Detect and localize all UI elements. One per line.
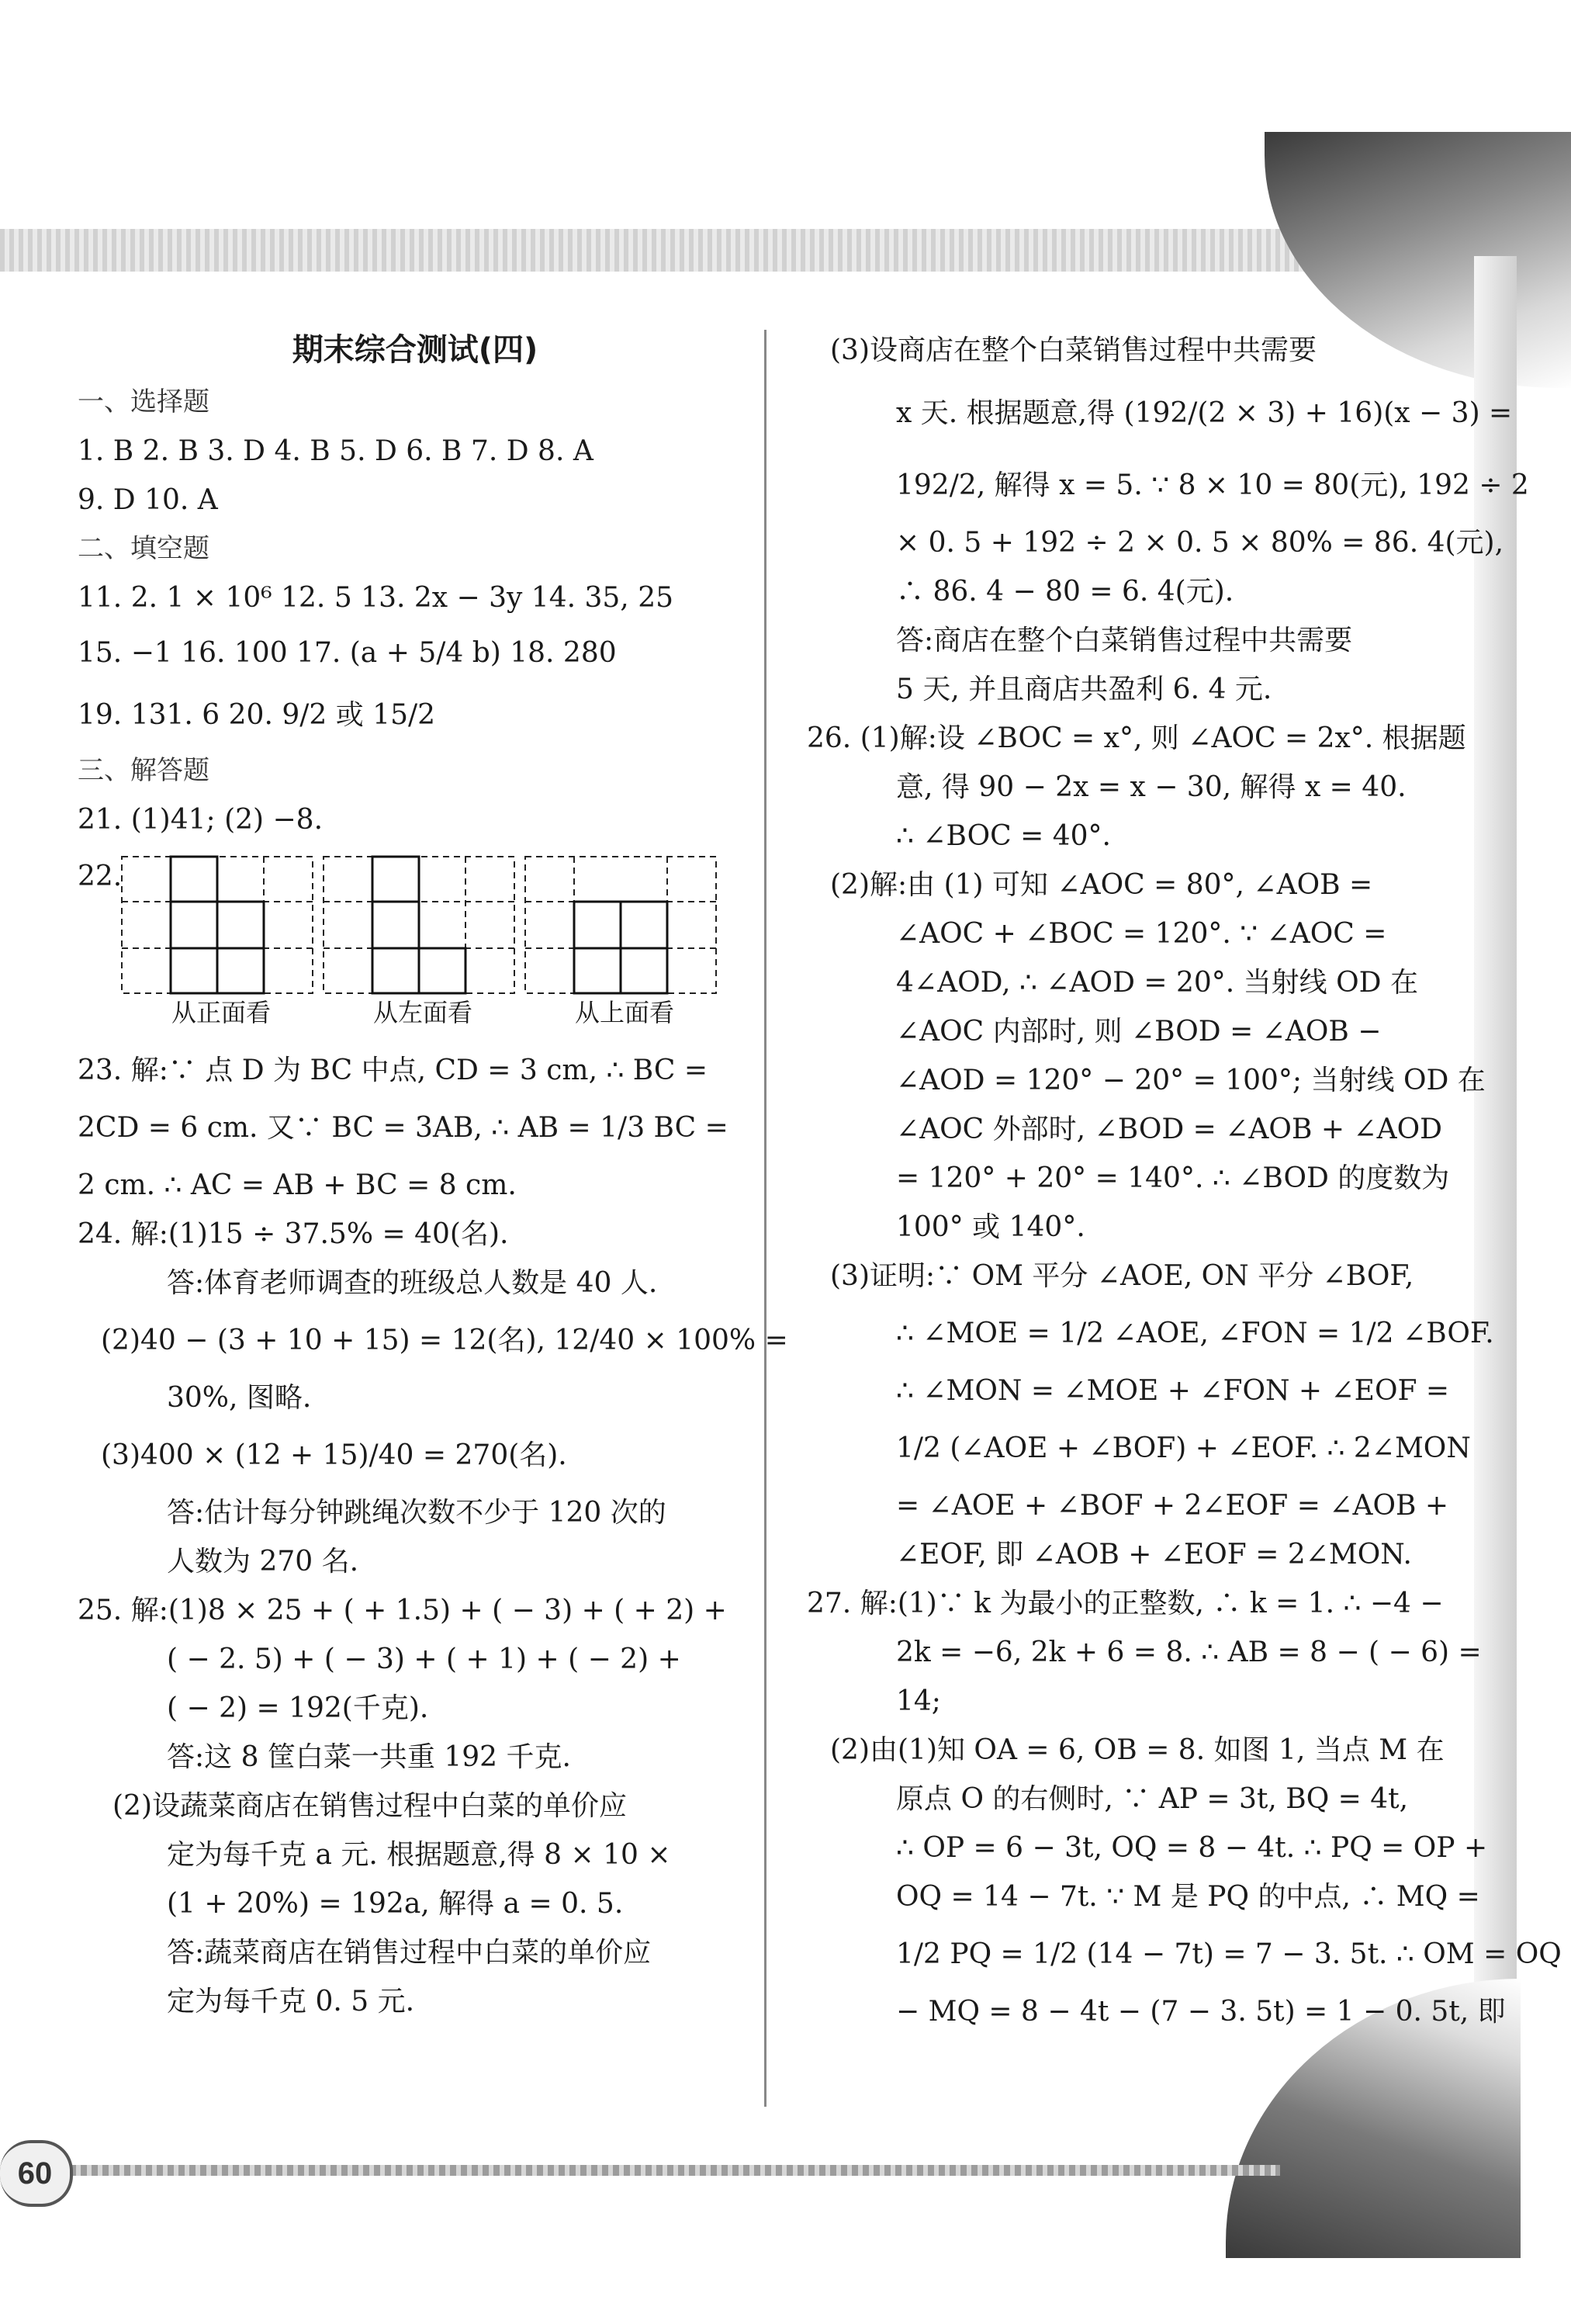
answer-line: 答:商店在整个白菜销售过程中共需要 [896,625,1353,656]
answer-line: ∠AOC 内部时, 则 ∠BOD = ∠AOB − [896,1016,1382,1048]
answer-line: ∠EOF, 即 ∠AOB + ∠EOF = 2∠MON. [896,1539,1412,1571]
section-fill: 二、填空题 [78,533,209,564]
answer-line: ∠AOC 外部时, ∠BOD = ∠AOB + ∠AOD [896,1114,1442,1145]
answer-line: (2)由(1)知 OA = 6, OB = 8. 如图 1, 当点 M 在 [830,1734,1445,1766]
answer-line: ∴ 86. 4 − 80 = 6. 4(元). [896,576,1234,608]
top-decorative-band [0,229,1466,272]
left-view [322,855,524,1030]
answer-line: 定为每千克 0. 5 元. [167,1986,415,2017]
answer-line: 2k = −6, 2k + 6 = 8. ∴ AB = 8 − ( − 6) = [896,1636,1482,1668]
left-view-label: 从左面看 [372,998,472,1027]
front-view-label: 从正面看 [171,998,271,1027]
answer-line: ( − 2) = 192(千克). [167,1692,429,1724]
front-view-grid [120,855,314,995]
answer-line: 4∠AOD, ∴ ∠AOD = 20°. 当射线 OD 在 [896,967,1418,999]
answer-line: x 天. 根据题意,得 (192/(2 × 3) + 16)(x − 3) = [896,397,1513,429]
left-column [78,326,788,2026]
answer-line: 答:体育老师调查的班级总人数是 40 人. [167,1267,658,1299]
section-solve: 三、解答题 [78,755,209,786]
answer-line: ∴ OP = 6 − 3t, OQ = 8 − 4t. ∴ PQ = OP + [896,1832,1488,1864]
answer-line: 答:这 8 筐白菜一共重 192 千克. [167,1741,571,1773]
answer-line: (2)设蔬菜商店在销售过程中白菜的单价应 [112,1790,627,1822]
answer-line: = 120° + 20° = 140°. ∴ ∠BOD 的度数为 [896,1162,1450,1194]
answer-line: 14; [896,1685,941,1717]
answer-line: OQ = 14 − 7t. ∵ M 是 PQ 的中点, ∴ MQ = [896,1881,1480,1913]
answer-line: × 0. 5 + 192 ÷ 2 × 0. 5 × 80% = 86. 4(元), [896,527,1504,559]
answer-line: 15. −1 16. 100 17. (a + 5/4 b) 18. 280 [78,637,617,669]
answer-line: (2)40 − (3 + 10 + 15) = 12(名), 12/40 × 100% = [101,1325,788,1356]
page-number-badge: 60 [0,2140,73,2207]
top-view-label: 从上面看 [574,998,674,1027]
answer-line: 2 cm. ∴ AC = AB + BC = 8 cm. [78,1169,517,1201]
answer-line: ∴ ∠BOC = 40°. [896,820,1111,852]
answer-line: 11. 2. 1 × 10⁶ 12. 5 13. 2x − 3y 14. 35, 25 [78,582,674,614]
answer-line: 5 天, 并且商店共盈利 6. 4 元. [896,674,1272,705]
answer-line: 9. D 10. A [78,484,218,516]
answer-line: 26. (1)解:设 ∠BOC = x°, 则 ∠AOC = 2x°. 根据题 [807,722,1466,754]
answer-line: 24. 解:(1)15 ÷ 37.5% = 40(名). [78,1218,509,1250]
answer-line: 1. B 2. B 3. D 4. B 5. D 6. B 7. D 8. A [78,435,593,467]
right-column [807,326,1562,2036]
front-view [120,855,322,1030]
answer-line: (3)证明:∵ OM 平分 ∠AOE, ON 平分 ∠BOF, [830,1260,1414,1292]
answer-line: 27. 解:(1)∵ k 为最小的正整数, ∴ k = 1. ∴ −4 − [807,1588,1444,1619]
answer-line: ∠AOC + ∠BOC = 120°. ∵ ∠AOC = [896,918,1387,950]
answer-line: − MQ = 8 − 4t − (7 − 3. 5t) = 1 − 0. 5t, 即 [896,1996,1506,2028]
answer-line: 2CD = 6 cm. 又∵ BC = 3AB, ∴ AB = 1/3 BC = [78,1112,728,1144]
column-divider [764,330,766,2107]
answer-line: 人数为 270 名. [167,1546,359,1578]
answer-line: 23. 解:∵ 点 D 为 BC 中点, CD = 3 cm, ∴ BC = [78,1055,708,1086]
answer-line: 原点 O 的右侧时, ∵ AP = 3t, BQ = 4t, [896,1783,1409,1815]
answer-line: (3)设商店在整个白菜销售过程中共需要 [830,334,1317,366]
question-22-label: 22. [78,861,123,892]
answer-line: ∠AOD = 120° − 20° = 100°; 当射线 OD 在 [896,1065,1486,1096]
top-view-grid [524,855,718,995]
answer-line: = ∠AOE + ∠BOF + 2∠EOF = ∠AOB + [896,1490,1449,1522]
answer-line: (2)解:由 (1) 可知 ∠AOC = 80°, ∠AOB = [830,869,1373,901]
answer-line: 21. (1)41; (2) −8. [78,804,324,836]
top-view [524,855,725,1030]
left-view-grid [322,855,516,995]
answer-line: ( − 2. 5) + ( − 3) + ( + 1) + ( − 2) + [167,1643,681,1675]
answer-line: 25. 解:(1)8 × 25 + ( + 1.5) + ( − 3) + ( + 2) + [78,1595,727,1626]
bottom-decorative-band [70,2165,1280,2176]
answer-line: (1 + 20%) = 192a, 解得 a = 0. 5. [167,1888,624,1920]
answer-line: 答:估计每分钟跳绳次数不少于 120 次的 [167,1497,666,1529]
three-views-figure [78,852,753,1046]
answer-line: 30%, 图略. [167,1382,312,1414]
answer-line: 1/2 (∠AOE + ∠BOF) + ∠EOF. ∴ 2∠MON [896,1432,1471,1464]
answer-line: 1/2 PQ = 1/2 (14 − 7t) = 7 − 3. 5t. ∴ OM = OQ [896,1938,1562,1970]
answer-line: 100° 或 140°. [896,1211,1085,1243]
answer-line: 定为每千克 a 元. 根据题意,得 8 × 10 × [167,1839,671,1871]
answer-line: 192/2, 解得 x = 5. ∵ 8 × 10 = 80(元), 192 ÷ 2 [896,469,1529,501]
answer-line: ∴ ∠MOE = 1/2 ∠AOE, ∠FON = 1/2 ∠BOF. [896,1318,1494,1349]
answer-line: ∴ ∠MON = ∠MOE + ∠FON + ∠EOF = [896,1375,1450,1407]
answer-line: (3)400 × (12 + 15)/40 = 270(名). [101,1439,567,1471]
answer-line: 答:蔬菜商店在销售过程中白菜的单价应 [167,1937,652,1969]
page-title: 期末综合测试(四) [292,332,538,368]
answer-line: 19. 131. 6 20. 9/2 或 15/2 [78,699,436,731]
answer-line: 意, 得 90 − 2x = x − 30, 解得 x = 40. [896,771,1407,803]
section-choice: 一、选择题 [78,386,209,417]
